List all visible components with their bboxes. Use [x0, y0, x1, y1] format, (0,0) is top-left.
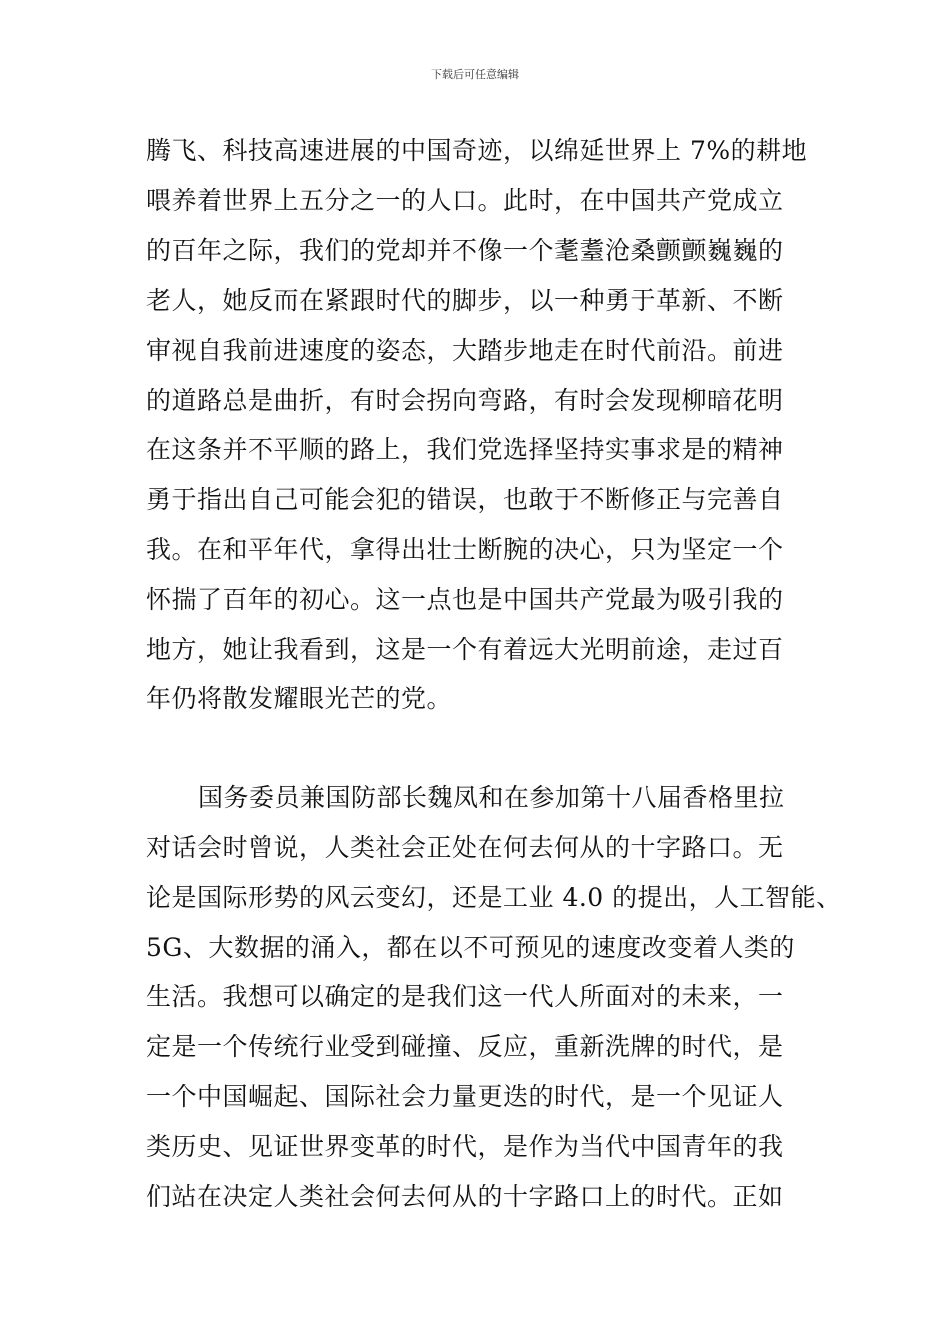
text-line: 审视自我前进速度的姿态，大踏步地走在时代前沿。前进 [146, 336, 784, 365]
text-line: 生活。我想可以确定的是我们这一代人所面对的未来，一 [146, 982, 784, 1011]
text-line: 在这条并不平顺的路上，我们党选择坚持实事求是的精神 [146, 435, 784, 464]
text-line: 的百年之际，我们的党却并不像一个耄耋沧桑颤颤巍巍的 [146, 236, 784, 265]
text-line: 地方，她让我看到，这是一个有着远大光明前途，走过百 [146, 635, 784, 664]
text-line: 一个中国崛起、国际社会力量更迭的时代，是一个见证人 [146, 1082, 784, 1111]
text-line: 勇于指出自己可能会犯的错误，也敢于不断修正与完善自 [146, 485, 784, 514]
text-line: 类历史、见证世界变革的时代，是作为当代中国青年的我 [146, 1132, 784, 1161]
page-header: 下载后可任意编辑 [431, 68, 519, 81]
text-line: 怀揣了百年的初心。这一点也是中国共产党最为吸引我的 [146, 585, 784, 614]
text-line: 腾飞、科技高速进展的中国奇迹，以绵延世界上 7%的耕地 [146, 136, 808, 165]
text-line: 老人，她反而在紧跟时代的脚步，以一种勇于革新、不断 [146, 286, 784, 315]
text-line: 我。在和平年代，拿得出壮士断腕的决心，只为坚定一个 [146, 535, 784, 564]
text-line: 们站在决定人类社会何去何从的十字路口上的时代。正如 [146, 1182, 784, 1211]
text-line: 对话会时曾说，人类社会正处在何去何从的十字路口。无 [146, 833, 784, 862]
text-line: 5G、大数据的涌入，都在以不可预见的速度改变着人类的 [146, 933, 795, 962]
text-line: 定是一个传统行业受到碰撞、反应，重新洗牌的时代，是 [146, 1032, 784, 1061]
text-line: 论是国际形势的风云变幻，还是工业 4.0 的提出，人工智能、 [146, 883, 842, 912]
text-line: 国务委员兼国防部长魏凤和在参加第十八届香格里拉 [198, 783, 785, 812]
text-line: 年仍将散发耀眼光芒的党。 [146, 684, 453, 713]
text-line: 的道路总是曲折，有时会拐向弯路，有时会发现柳暗花明 [146, 386, 784, 415]
text-line: 喂养着世界上五分之一的人口。此时，在中国共产党成立 [146, 186, 784, 215]
